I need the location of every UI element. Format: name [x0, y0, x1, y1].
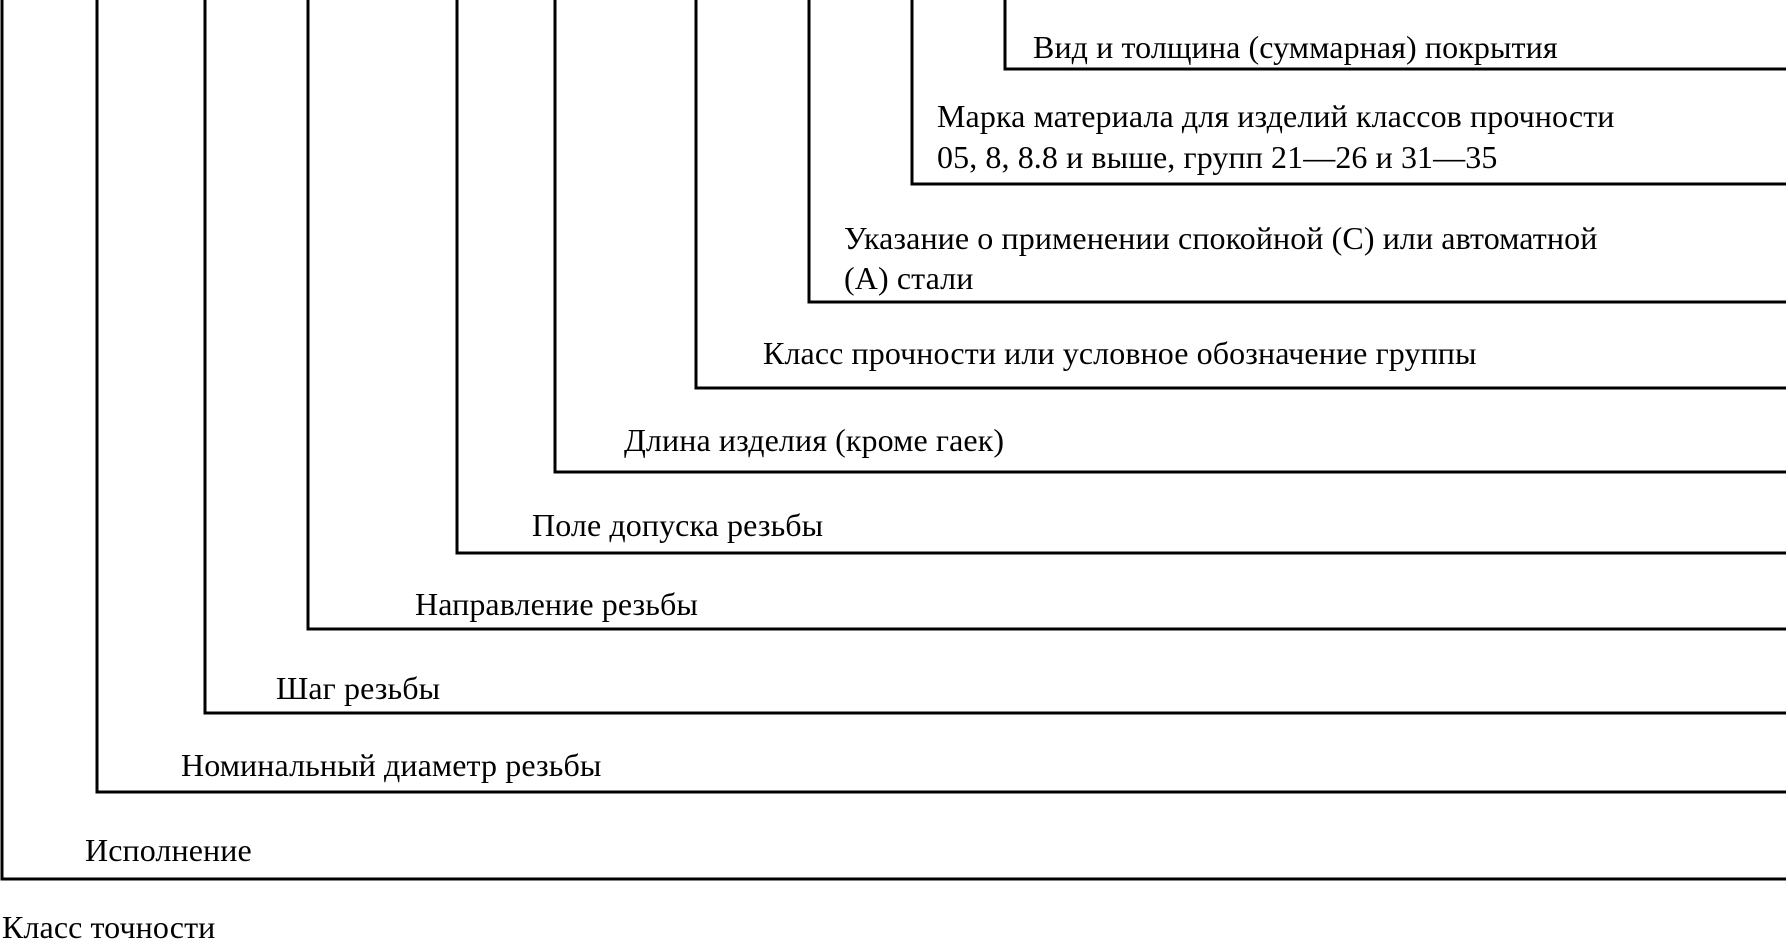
label-material-grade-line1: Марка материала для изделий классов прочности	[937, 98, 1615, 134]
label-accuracy-class: Класс точности	[2, 909, 216, 945]
label-ispolnenie: Исполнение	[85, 832, 252, 868]
label-product-length: Длина изделия (кроме гаек)	[624, 422, 1005, 458]
label-steel-type-line2: (А) стали	[844, 260, 974, 296]
label-thread-pitch: Шаг резьбы	[276, 670, 441, 706]
leader-line-thread-direction	[308, 0, 1786, 629]
label-steel-type-line1: Указание о применении спокойной (С) или автоматной	[844, 220, 1598, 256]
label-thread-tolerance: Поле допуска резьбы	[532, 507, 824, 543]
label-material-grade-line2: 05, 8, 8.8 и выше, групп 21—26 и 31—35	[937, 139, 1498, 175]
label-nominal-diameter: Номинальный диаметр резьбы	[181, 747, 602, 783]
leader-line-thread-tolerance	[457, 0, 1786, 553]
label-thread-direction: Направление резьбы	[415, 586, 698, 622]
label-strength-class: Класс прочности или условное обозначение группы	[763, 335, 1477, 371]
label-coating: Вид и толщина (суммарная) покрытия	[1033, 29, 1558, 65]
